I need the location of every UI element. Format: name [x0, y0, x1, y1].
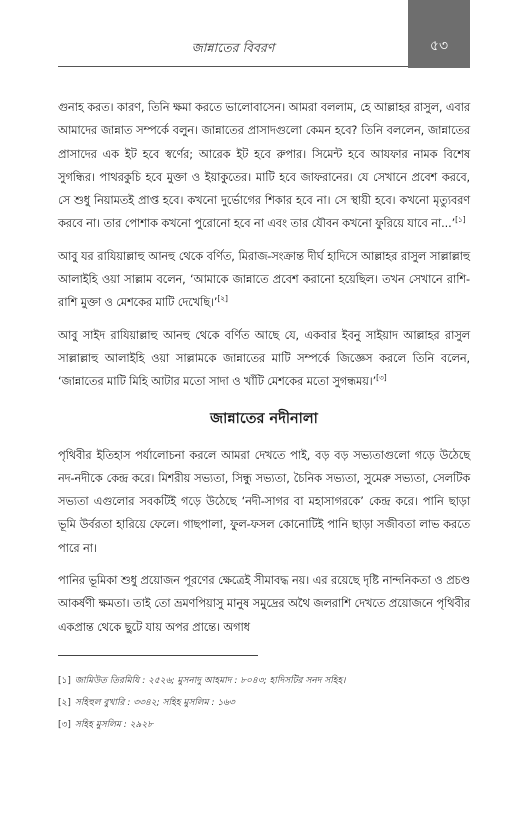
paragraph: পৃথিবীর ইতিহাস পর্যালোচনা করলে আমরা দেখতে পাই, বড় বড় সভ্যতাগুলো গড়ে উঠেছে নদ-নদীকে কেন্দ্র করে। মিশরীয় সভ্যতা, সিন্ধু সভ্যতা, চৈনিক সভ্যতা, সুমেরু সভ্যতা, সেলটিক সভ্যতা এগুলোর সবকটিই গড়ে উঠেছে ‘নদী-সাগর বা মহাসাগরকে’ কেন্দ্র করে। পানি ছাড়া ভূমি উর্বরতা হারিয়ে ফেলে। গাছপালা, ফুল-ফসল কোনোটিই পানি ছাড়া সজীবতা লাভ করতে পারে না।: [58, 448, 470, 555]
footnote-marker: [১]: [58, 676, 71, 686]
paragraph: পানির ভূমিকা শুধু প্রয়োজন পূরণের ক্ষেত্রেই সীমাবদ্ধ নয়। এর রয়েছে দৃষ্টি নান্দনিকতা ও প্রচণ্ড আকর্ষণী ক্ষমতা। তাই তো ভ্রমণপিয়াসু মানুষ সমুদ্রের অথৈ জলরাশি দেখতে প্রয়োজনে পৃথিবীর একপ্রান্ত থেকে ছুটে যায় অপর প্রান্তে। অগাধ: [58, 574, 470, 634]
header-rule: [58, 66, 408, 67]
footnote-divider: [58, 655, 258, 656]
footnote-source: সহিহ মুসলিম : ২৯২৮: [74, 720, 154, 730]
paragraph-text: আবু যর রাযিয়াল্লাহু আনহু থেকে বর্ণিত, মিরাজ-সংক্রান্ত দীর্ঘ হাদিসে আল্লাহর রাসুল সাল্লাল্লাহু আলাইহি ওয়া সাল্লাম বলেন, ‘আমাকে জান্নাতে প্রবেশ করানো হয়েছিল। তখন সেখানে রাশি-রাশি মুক্তা ও মেশকের মাটি দেখেছি।’: [58, 249, 470, 310]
footnote-marker: [২]: [58, 698, 71, 708]
paragraph-text: গুনাহ করত। কারণ, তিনি ক্ষমা করতে ভালোবাসেন। আমরা বললাম, হে আল্লাহর রাসুল, এবার আমাদের জান্নাত সম্পর্কে বলুন। জান্নাতের প্রাসাদগুলো কেমন হবে? তিনি বললেন, জান্নাতের প্রাসাদের এক ইট হবে স্বর্ণের; আরেক ইট হবে রুপার। সিমেন্ট হবে আযফার নামক বিশেষ সুগন্ধির। পাথরকুচি হবে মুক্তা ও ইয়াকুতের। মাটি হবে জাফরানের। যে সেখানে প্রবেশ করবে, সে শুধু নিয়ামতই প্রাপ্ত হবে। কখনো দুর্ভোগের শিকার হবে না। সে স্থায়ী হবে। কখনো মৃত্যুবরণ করবে না। তার পোশাক কখনো পুরোনো হবে না এবং তার যৌবন কখনো ফুরিয়ে যাবে না...’: [58, 101, 470, 231]
paragraph: [58, 96, 470, 236]
paragraph: [58, 245, 470, 315]
page-number: ৫৩: [429, 38, 449, 54]
section-heading: জান্নাতের নদীনালা: [210, 410, 318, 427]
footnote: [58, 692, 470, 714]
paragraph: [58, 324, 470, 394]
page-body: [58, 96, 470, 648]
footnote: [58, 714, 470, 736]
running-title: জান্নাতের বিবরণ: [191, 40, 275, 55]
footnote-reference: [৩]: [376, 373, 387, 383]
footnote-reference: [১]: [455, 215, 466, 225]
footnote-source: সহিহুল বুখারি : ৩৩৪২; সহিহ মুসলিম : ১৬৩: [74, 698, 235, 708]
footnote-reference: [২]: [217, 294, 228, 304]
footnotes: [58, 670, 470, 736]
footnote-marker: [৩]: [58, 720, 71, 730]
paragraph-text: আবু সাইদ রাযিয়াল্লাহু আনহু থেকে বর্ণিত আছে যে, একবার ইবনু সাইয়াদ আল্লাহর রাসুল সাল্লাল্লাহু আলাইহি ওয়া সাল্লামকে জান্নাতের মাটি সম্পর্কে জিজ্ঞেস করলে তিনি বলেন, ‘জান্নাতের মাটি মিহি আটার মতো সাদা ও খাঁটি মেশকের মতো সুগন্ধময়।’: [58, 328, 470, 389]
footnote-source: জামিউত তিরমিযি : ২৫২৬; মুসনাদু আহমাদ : ৮০৪৩; হাদিসটির সনদ সহিহ।: [74, 676, 346, 686]
footnote: [58, 670, 470, 692]
page-number-tab: [408, 0, 470, 68]
